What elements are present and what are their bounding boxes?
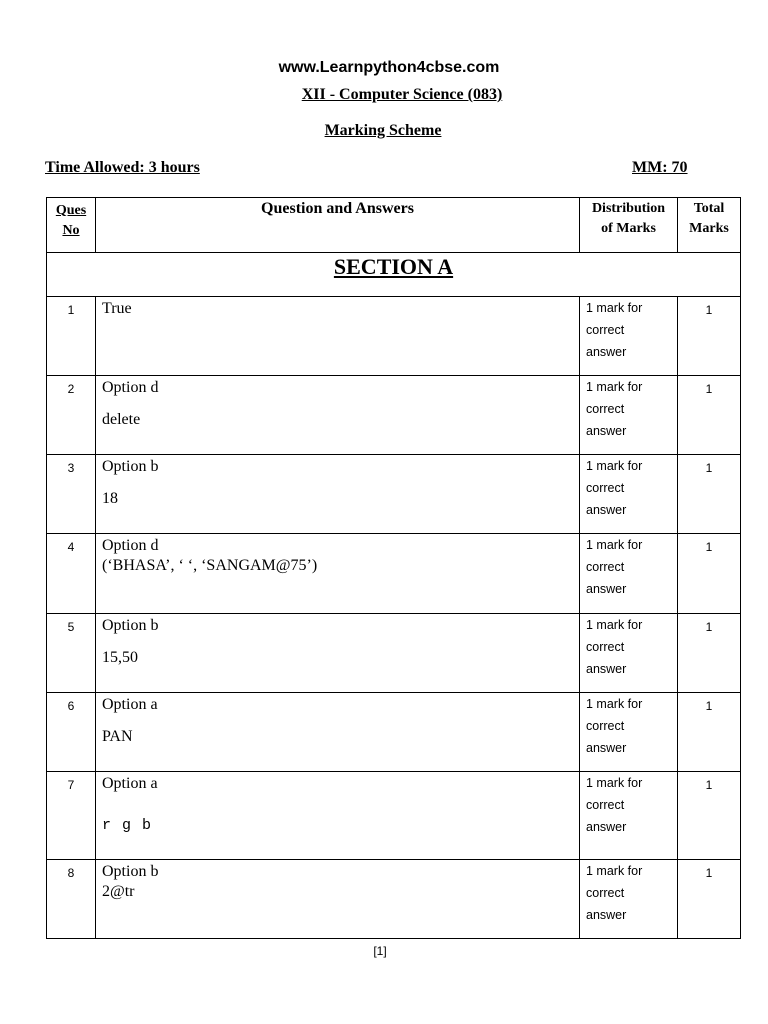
distribution-cell [580, 297, 678, 376]
answer-cell [96, 693, 580, 772]
section-row [47, 253, 741, 297]
answer-value-code: r g b [102, 817, 153, 834]
answer-option: Option b [102, 458, 159, 475]
table-row [47, 860, 741, 939]
column-header-dist-line1: Distribution [591, 201, 666, 216]
distribution-cell [580, 614, 678, 693]
answer-value: (‘BHASA’, ‘ ‘, ‘SANGAM@75’) [102, 557, 318, 574]
subject-title: XII - Computer Science (083) [301, 86, 503, 103]
column-header-distribution [580, 198, 678, 253]
question-number: 4 [47, 534, 96, 614]
distribution-text: 1 mark for correct answer [586, 864, 643, 922]
answer-cell [96, 376, 580, 455]
answer-option: Option a [102, 775, 158, 792]
distribution-text: 1 mark for correct answer [586, 618, 643, 676]
table-row [47, 376, 741, 455]
answer-cell [96, 534, 580, 614]
table-row [47, 693, 741, 772]
distribution-text: 1 mark for correct answer [586, 776, 643, 834]
answer-cell [96, 860, 580, 939]
distribution-text: 1 mark for correct answer [586, 538, 643, 596]
answer-value: 18 [102, 490, 118, 507]
distribution-text: 1 mark for correct answer [586, 380, 643, 438]
column-header-total-line2: Marks [689, 221, 729, 236]
distribution-cell [580, 860, 678, 939]
distribution-cell [580, 455, 678, 534]
table-row [47, 534, 741, 614]
answer-cell [96, 772, 580, 860]
document-title: Marking Scheme [324, 122, 442, 139]
question-number: 1 [47, 297, 96, 376]
table-row [47, 455, 741, 534]
distribution-cell [580, 534, 678, 614]
section-title: SECTION A [333, 254, 454, 279]
answer-value: delete [102, 411, 141, 428]
answer-option: Option d [102, 537, 159, 554]
table-header-row [47, 198, 741, 253]
question-number: 5 [47, 614, 96, 693]
total-marks-cell: 1 [678, 297, 741, 376]
answer-option: Option a [102, 696, 158, 713]
page-number: [1] [373, 944, 387, 958]
distribution-cell [580, 693, 678, 772]
answer-value: 15,50 [102, 649, 138, 666]
answer-option: Option d [102, 379, 159, 396]
total-marks-cell: 1 [678, 860, 741, 939]
table-row [47, 614, 741, 693]
total-marks-cell: 1 [678, 455, 741, 534]
answer-cell [96, 614, 580, 693]
distribution-cell [580, 376, 678, 455]
distribution-text: 1 mark for correct answer [586, 301, 643, 359]
column-header-question-answers: Question and Answers [96, 198, 580, 253]
question-number: 7 [47, 772, 96, 860]
table-row [47, 772, 741, 860]
column-header-total [678, 198, 741, 253]
column-header-total-line1: Total [693, 201, 725, 216]
total-marks-cell: 1 [678, 614, 741, 693]
column-header-qno-line2: No [62, 223, 80, 238]
section-heading [47, 253, 741, 297]
marking-scheme-table [46, 197, 741, 939]
website-url: www.Learnpython4cbse.com [278, 59, 500, 76]
column-header-dist-line2: of Marks [601, 221, 656, 236]
question-number: 2 [47, 376, 96, 455]
answer-value: PAN [102, 728, 133, 745]
column-header-question-number [47, 198, 96, 253]
max-marks: MM: 70 [632, 159, 688, 176]
column-header-qno-line1: Ques [55, 203, 87, 218]
distribution-text: 1 mark for correct answer [586, 459, 643, 517]
time-allowed: Time Allowed: 3 hours [45, 159, 200, 176]
answer-cell [96, 455, 580, 534]
answer-option: Option b [102, 617, 159, 634]
question-number: 3 [47, 455, 96, 534]
answer-line: True [102, 300, 132, 317]
answer-cell [96, 297, 580, 376]
distribution-text: 1 mark for correct answer [586, 697, 643, 755]
total-marks-cell: 1 [678, 534, 741, 614]
total-marks-cell: 1 [678, 772, 741, 860]
total-marks-cell: 1 [678, 376, 741, 455]
answer-value: 2@tr [102, 883, 135, 900]
table-row [47, 297, 741, 376]
question-number: 6 [47, 693, 96, 772]
distribution-cell [580, 772, 678, 860]
question-number: 8 [47, 860, 96, 939]
total-marks-cell: 1 [678, 693, 741, 772]
answer-option: Option b [102, 863, 159, 880]
